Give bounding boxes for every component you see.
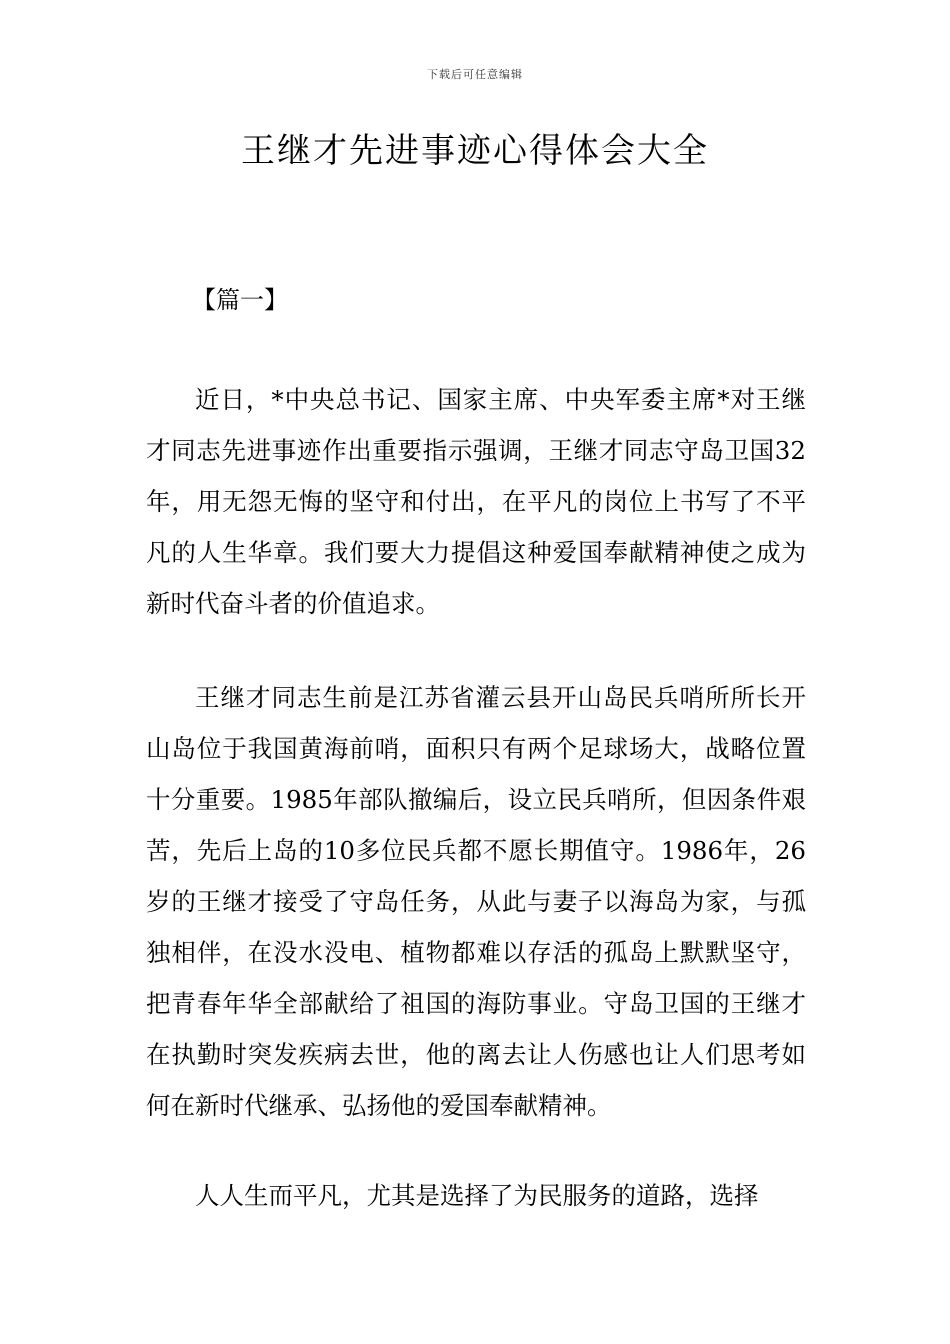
section-heading: 【篇一】	[192, 286, 288, 314]
header-note: 下载后可任意编辑	[427, 68, 523, 81]
document-title: 王继才先进事迹心得体会大全	[241, 131, 709, 171]
paragraph-3: 人人生而平凡，尤其是选择了为民服务的道路，选择	[195, 1181, 759, 1210]
paragraph-2: 王继才同志生前是江苏省灌云县开山岛民兵哨所所长开山岛位于我国黄海前哨，面积只有两个足球场大，战略位置十分重要。1985年部队撤编后，设立民兵哨所，但因条件艰苦，先后上岛的10多位民兵都不愿长期值守。1986年，26岁的王继才接受了守岛任务，从此与妻子以海岛为家，与孤独相伴，在没水没电、植物都难以存活的孤岛上默默坚守，把青春年华全部献给了祖国的海防事业。守岛卫国的王继才在执勤时突发疾病去世，他的离去让人伤感也让人们思考如何在新时代继承、弘扬他的爱国奉献精神。	[146, 683, 806, 1120]
paragraph-1: 近日，*中央总书记、国家主席、中央军委主席*对王继才同志先进事迹作出重要指示强调，王继才同志守岛卫国32年，用无怨无悔的坚守和付出，在平凡的岗位上书写了不平凡的人生华章。我们要大力提倡这种爱国奉献精神使之成为新时代奋斗者的价值追求。	[146, 385, 806, 618]
